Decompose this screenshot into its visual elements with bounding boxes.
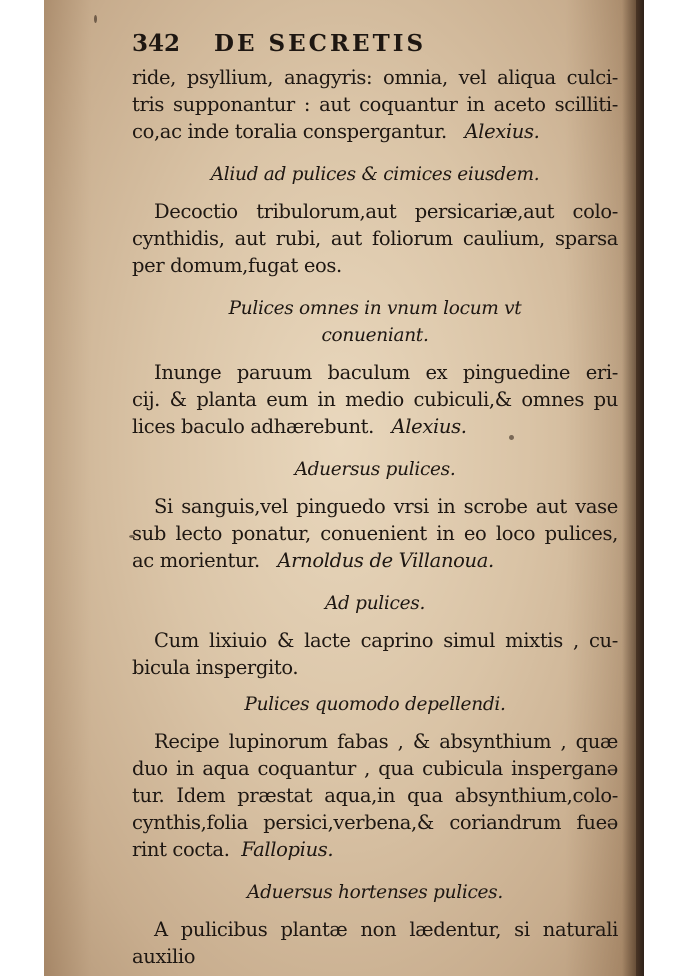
running-head: DE SECRETIS xyxy=(214,30,427,57)
text-block xyxy=(132,30,618,970)
source-attribution: Alexius. xyxy=(391,415,467,438)
section-heading: Pulices omnes in vnum locum vt xyxy=(228,298,522,319)
gutter-shadow xyxy=(622,0,636,976)
line-text: rint cocta. xyxy=(132,838,230,861)
text-line: Inunge paruum baculum ex pinguedine eri- xyxy=(154,361,618,384)
text-line: tris supponantur : aut coquantur in aceto scilliti- xyxy=(132,93,618,116)
text-line: A pulicibus plantæ non lædentur, si naturali xyxy=(154,918,618,941)
section-heading-continued: conueniant. xyxy=(321,325,429,346)
paragraph xyxy=(132,728,618,863)
text-line: cynthidis, aut rubi, aut foliorum caulium, sparsa xyxy=(132,227,618,250)
page-header xyxy=(132,30,618,64)
section-heading: Aliud ad pulices & cimices eiusdem. xyxy=(210,164,540,185)
paragraph xyxy=(132,916,618,970)
text-line xyxy=(132,118,618,145)
paragraph xyxy=(132,198,618,279)
text-line xyxy=(132,547,618,574)
paragraph-continuation xyxy=(132,64,618,145)
section-heading: Pulices quomodo depellendi. xyxy=(244,694,506,715)
text-line: cij. & planta eum in medio cubiculi,& omnes pu xyxy=(132,388,618,411)
text-line: sub lecto ponatur, conuenient in eo loco pulices, xyxy=(132,522,618,545)
line-text: ac morientur. xyxy=(132,549,260,572)
source-attribution: Arnoldus de Villanoua. xyxy=(277,549,494,572)
text-line: Recipe lupinorum fabas , & absynthium , quæ xyxy=(154,730,618,753)
section-heading: Aduersus pulices. xyxy=(294,459,456,480)
text-line: Cum lixiuio & lacte caprino simul mixtis , cu- xyxy=(154,629,618,652)
text-line: cynthis,folia persici,verbena,& coriandrum fueə xyxy=(132,811,618,834)
ink-speck xyxy=(94,15,97,23)
text-line xyxy=(132,413,618,440)
line-text: co,ac inde toralia conspergantur. xyxy=(132,120,447,143)
book-binding-edge xyxy=(636,0,644,976)
paragraph xyxy=(132,627,618,681)
section-heading: Aduersus hortenses pulices. xyxy=(247,882,503,903)
page-number: 342 xyxy=(132,30,181,57)
text-line: tur. Idem præstat aqua,in qua absynthium,colo- xyxy=(132,784,618,807)
source-attribution: Fallopius. xyxy=(241,838,334,861)
paragraph xyxy=(132,493,618,574)
text-line: Si sanguis,vel pinguedo vrsi in scrobe aut vase xyxy=(154,495,618,518)
paragraph xyxy=(132,359,618,440)
source-attribution: Alexius. xyxy=(464,120,540,143)
text-line xyxy=(132,836,618,863)
section-heading: Ad pulices. xyxy=(324,593,426,614)
text-line: bicula inspergito. xyxy=(132,656,299,679)
text-line: ride, psyllium, anagyris: omnia, vel aliqua culci- xyxy=(132,66,618,89)
line-text: lices baculo adhærebunt. xyxy=(132,415,374,438)
text-line: per domum,fugat eos. xyxy=(132,254,342,277)
catchword: auxilio xyxy=(132,945,196,968)
catchword-line xyxy=(132,943,618,970)
text-line: Decoctio tribulorum,aut persicariæ,aut colo- xyxy=(154,200,618,223)
text-line: duo in aqua coquantur , qua cubicula insperganə xyxy=(132,757,618,780)
